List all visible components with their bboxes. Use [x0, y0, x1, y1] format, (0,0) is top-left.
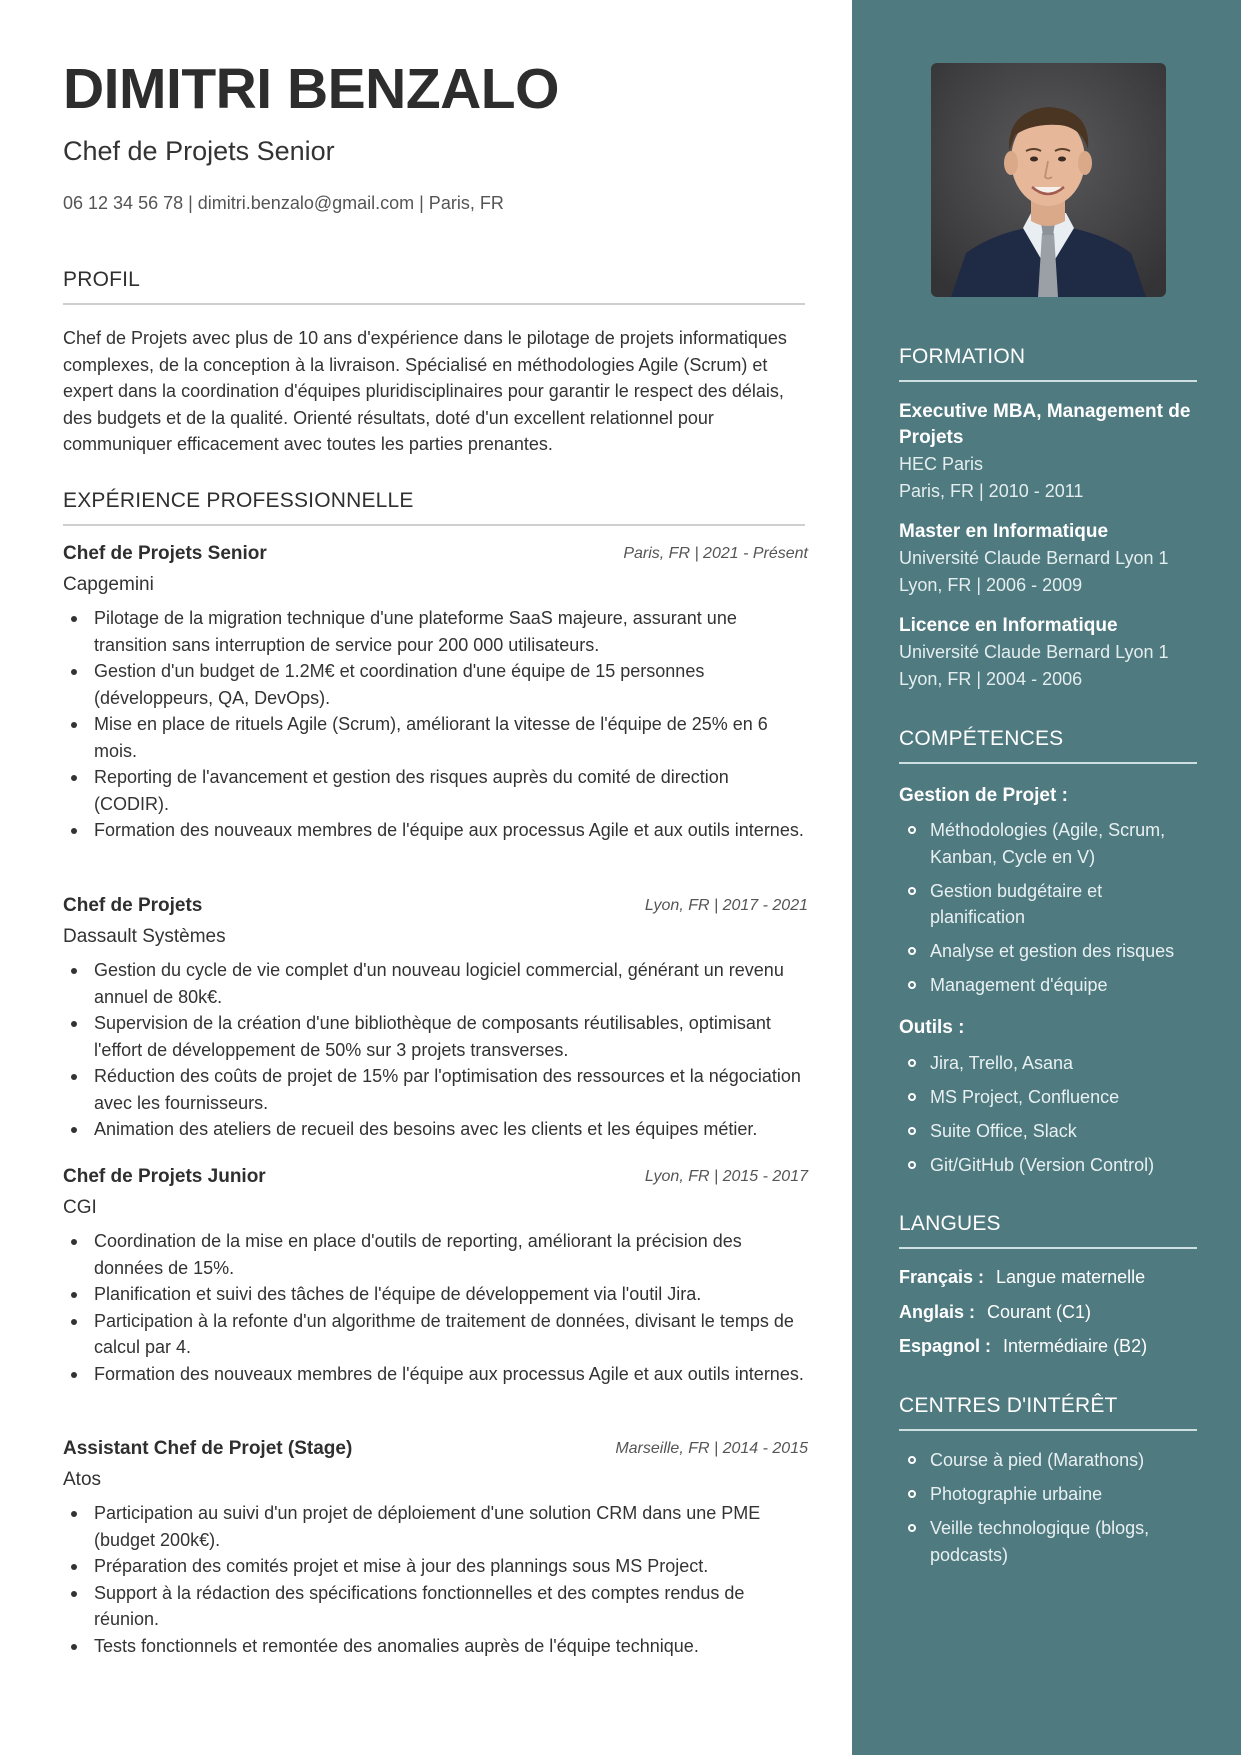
skill-item: Management d'équipe — [899, 972, 1199, 999]
job-bullets — [63, 1500, 808, 1659]
skill-item: Gestion budgétaire et planification — [899, 878, 1199, 931]
experience-heading: EXPÉRIENCE PROFESSIONNELLE — [63, 489, 805, 526]
job-bullet: Mise en place de rituels Agile (Scrum), améliorant la vitesse de l'équipe de 25% en 6 mois. — [63, 711, 808, 764]
skill-item: Méthodologies (Agile, Scrum, Kanban, Cycle en V) — [899, 817, 1199, 870]
job-company: Dassault Systèmes — [63, 926, 226, 947]
skill-list — [899, 817, 1199, 1006]
job-meta: Lyon, FR | 2017 - 2021 — [644, 897, 808, 914]
job-entry — [63, 543, 808, 844]
job-meta: Lyon, FR | 2015 - 2017 — [644, 1168, 808, 1185]
language-level: Courant (C1) — [987, 1302, 1092, 1322]
skill-list — [899, 1050, 1199, 1186]
job-bullet: Participation au suivi d'un projet de déploiement d'une solution CRM dans une PME (budget 200k€). — [63, 1500, 808, 1553]
job-company: Atos — [63, 1469, 102, 1490]
job-bullet: Formation des nouveaux membres de l'équipe aux processus Agile et aux outils internes. — [63, 1361, 808, 1388]
formation-heading: FORMATION — [899, 345, 1197, 382]
job-bullet: Planification et suivi des tâches de l'équipe de développement via l'outil Jira. — [63, 1281, 808, 1308]
education-school: Université Claude Bernard Lyon 1 — [899, 548, 1169, 568]
job-title-header: Chef de Projets Senior — [63, 136, 335, 166]
language-level: Intermédiaire (B2) — [1003, 1336, 1148, 1356]
interets-heading: CENTRES D'INTÉRÊT — [899, 1394, 1197, 1431]
skill-category: Outils : — [899, 1017, 965, 1038]
job-bullet: Supervision de la création d'une bibliothèque de composants réutilisables, optimisant l'effort de développement de 50% sur 3 projets transverses. — [63, 1010, 808, 1063]
education-degree: Master en Informatique — [899, 521, 1109, 542]
education-entry — [899, 613, 1204, 693]
language-item — [899, 1302, 1091, 1323]
language-item — [899, 1267, 1145, 1288]
job-bullet: Tests fonctionnels et remontée des anomalies auprès de l'équipe technique. — [63, 1633, 808, 1660]
education-meta: Lyon, FR | 2006 - 2009 — [899, 575, 1083, 595]
job-bullet: Reporting de l'avancement et gestion des risques auprès du comité de direction (CODIR). — [63, 764, 808, 817]
education-entry — [899, 399, 1204, 505]
job-entry — [63, 1438, 808, 1659]
interest-item: Veille technologique (blogs, podcasts) — [899, 1515, 1199, 1568]
job-entry — [63, 1166, 808, 1387]
education-meta: Paris, FR | 2010 - 2011 — [899, 481, 1084, 501]
job-title: Chef de Projets — [63, 895, 203, 916]
job-title: Chef de Projets Junior — [63, 1166, 266, 1187]
interests-list — [899, 1447, 1199, 1576]
job-bullets — [63, 605, 808, 844]
job-entry — [63, 895, 808, 1143]
job-meta: Paris, FR | 2021 - Présent — [623, 545, 808, 562]
job-company: Capgemini — [63, 574, 154, 595]
language-label: Français : — [899, 1267, 985, 1287]
education-degree: Executive MBA, Management de Projets — [899, 401, 1191, 448]
job-bullet: Support à la rédaction des spécifications fonctionnelles et des comptes rendus de réunion. — [63, 1580, 808, 1633]
job-bullets — [63, 1228, 808, 1387]
job-bullets — [63, 957, 808, 1143]
language-label: Espagnol : — [899, 1336, 992, 1356]
sidebar — [852, 0, 1241, 1755]
job-bullet: Réduction des coûts de projet de 15% par l'optimisation des ressources et la négociation avec les fournisseurs. — [63, 1063, 808, 1116]
job-bullet: Gestion d'un budget de 1.2M€ et coordination d'une équipe de 15 personnes (développeurs, QA, DevOps). — [63, 658, 808, 711]
language-label: Anglais : — [899, 1302, 976, 1322]
profile-text: Chef de Projets avec plus de 10 ans d'expérience dans le pilotage de projets informatiques complexes, de la conception à la livraison. Spécialisé en méthodologies Agile (Scrum) et expert dans la coordination d'équipes pluridisciplinaires pour garantir le respect des délais, des budgets et de la qualité. Orienté résultats, doté d'un excellent relationnel pour communiquer efficacement avec toutes les parties prenantes. — [63, 328, 787, 454]
interest-item: Photographie urbaine — [899, 1481, 1199, 1508]
language-level: Langue maternelle — [996, 1267, 1146, 1287]
skill-item: Suite Office, Slack — [899, 1118, 1199, 1145]
skill-category: Gestion de Projet : — [899, 785, 1068, 806]
profile-heading: PROFIL — [63, 268, 805, 305]
job-bullet: Participation à la refonte d'un algorithme de traitement de données, divisant le temps de calcul par 4. — [63, 1308, 808, 1361]
candidate-name: DIMITRI BENZALO — [63, 57, 559, 121]
competences-heading: COMPÉTENCES — [899, 727, 1197, 764]
job-bullet: Préparation des comités projet et mise à jour des plannings sous MS Project. — [63, 1553, 808, 1580]
job-meta: Marseille, FR | 2014 - 2015 — [615, 1440, 808, 1457]
job-bullet: Pilotage de la migration technique d'une plateforme SaaS majeure, assurant une transition sans interruption de service pour 200 000 utilisateurs. — [63, 605, 808, 658]
job-bullet: Formation des nouveaux membres de l'équipe aux processus Agile et aux outils internes. — [63, 817, 808, 844]
language-item — [899, 1336, 1147, 1357]
profile-photo — [931, 63, 1166, 297]
education-school: Université Claude Bernard Lyon 1 — [899, 642, 1169, 662]
job-company: CGI — [63, 1197, 97, 1218]
skill-item: Jira, Trello, Asana — [899, 1050, 1199, 1077]
education-school: HEC Paris — [899, 454, 984, 474]
job-bullet: Animation des ateliers de recueil des besoins avec les clients et les équipes métier. — [63, 1116, 808, 1143]
skill-item: Analyse et gestion des risques — [899, 938, 1199, 965]
interest-item: Course à pied (Marathons) — [899, 1447, 1199, 1474]
job-bullet: Coordination de la mise en place d'outils de reporting, améliorant la précision des données de 15%. — [63, 1228, 808, 1281]
job-bullet: Gestion du cycle de vie complet d'un nouveau logiciel commercial, générant un revenu annuel de 80k€. — [63, 957, 808, 1010]
job-title: Assistant Chef de Projet (Stage) — [63, 1438, 353, 1459]
skill-item: MS Project, Confluence — [899, 1084, 1199, 1111]
education-degree: Licence en Informatique — [899, 615, 1118, 636]
langues-heading: LANGUES — [899, 1212, 1197, 1249]
contact-line: 06 12 34 56 78 | dimitri.benzalo@gmail.com | Paris, FR — [63, 193, 504, 213]
skill-item: Git/GitHub (Version Control) — [899, 1152, 1199, 1179]
education-meta: Lyon, FR | 2004 - 2006 — [899, 669, 1083, 689]
job-title: Chef de Projets Senior — [63, 543, 267, 564]
education-entry — [899, 519, 1204, 599]
